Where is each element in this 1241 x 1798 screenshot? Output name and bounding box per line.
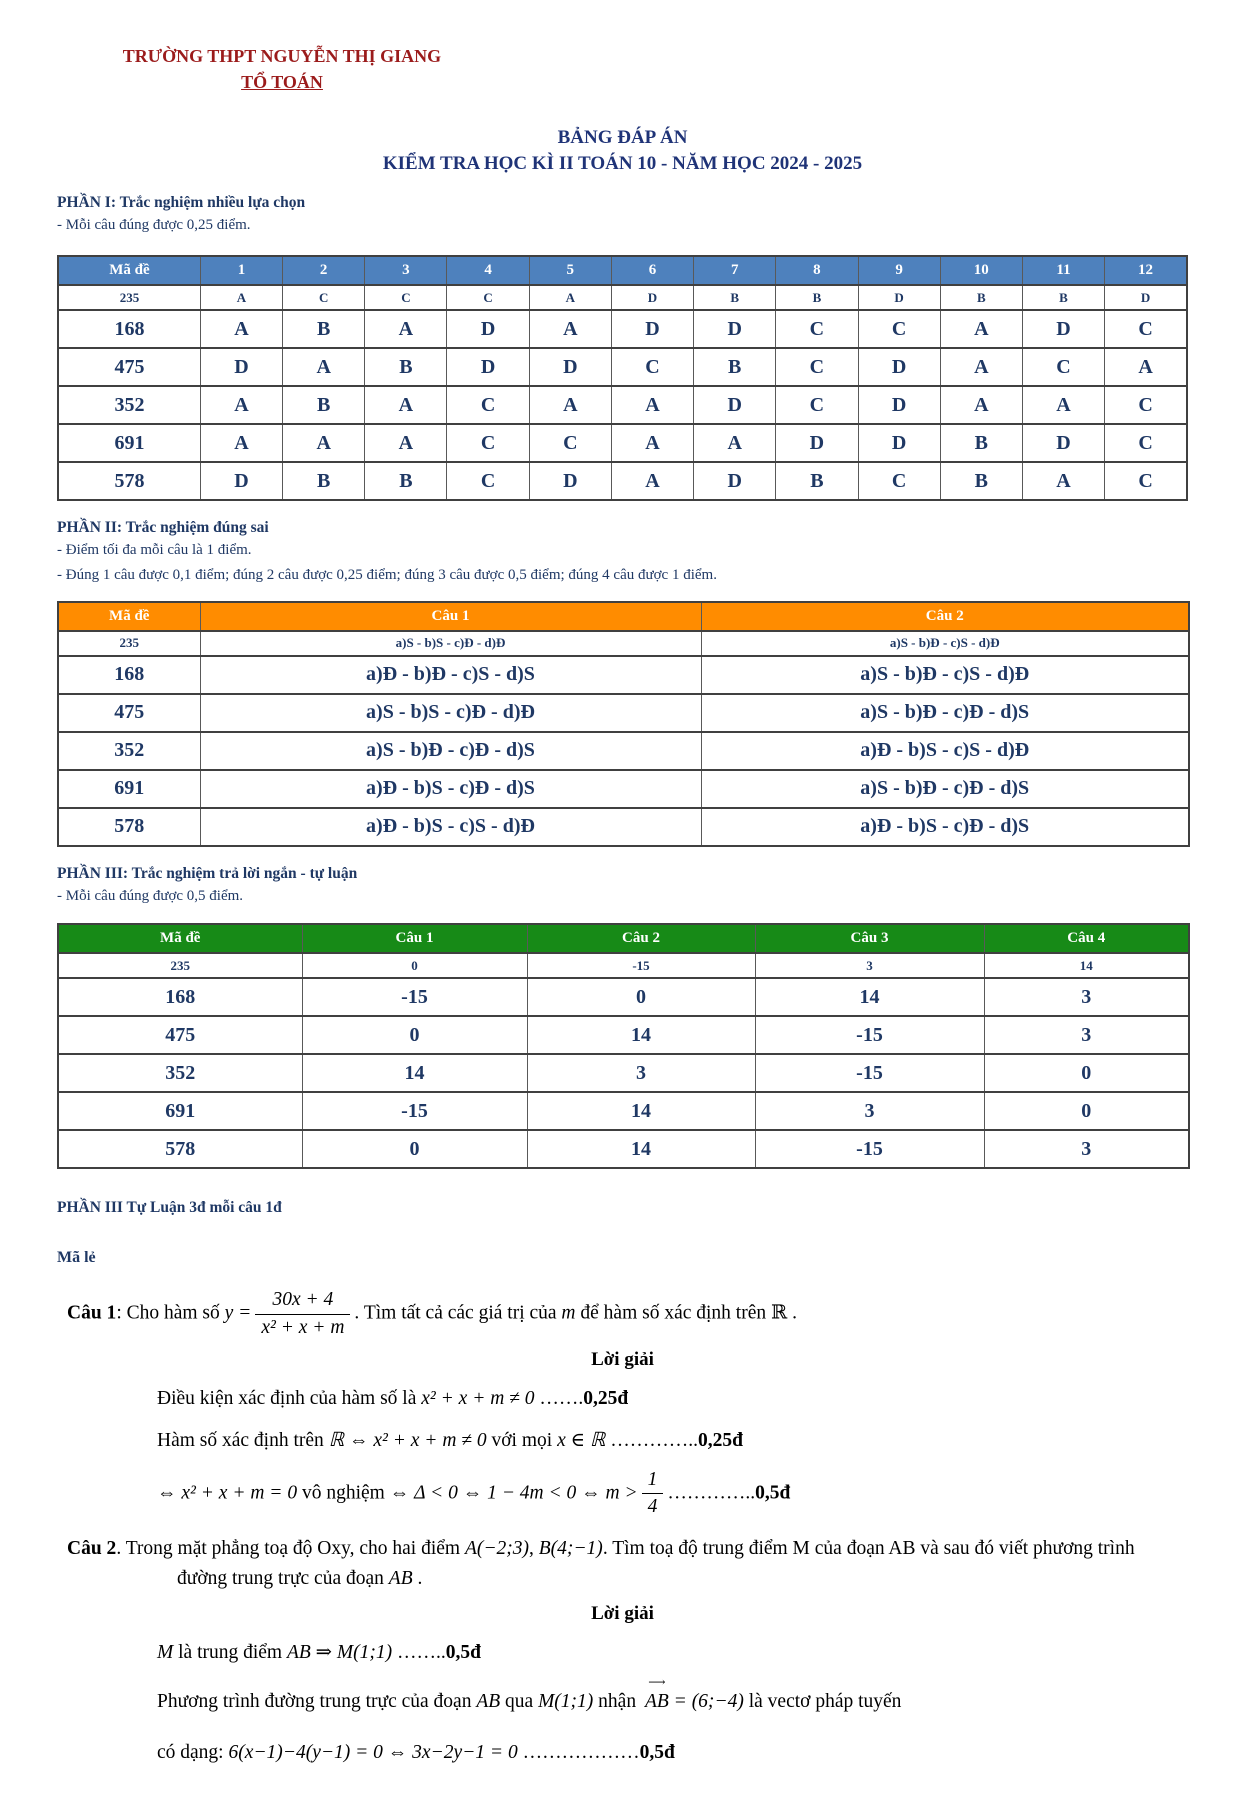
- math-expression: = (6;−4): [668, 1691, 744, 1713]
- exam-code-cell: 578: [58, 1130, 302, 1168]
- column-header: 11: [1022, 256, 1104, 285]
- table-row: [58, 953, 1189, 978]
- answer-cell: 14: [527, 1092, 755, 1130]
- math-expression: ⇔ x² + x + m = 0: [157, 1482, 298, 1504]
- answer-cell: 14: [984, 953, 1189, 978]
- department-name: TỔ TOÁN: [241, 72, 323, 92]
- score-value: 0,25đ: [583, 1388, 629, 1410]
- column-header: 6: [611, 256, 693, 285]
- answer-cell: C: [529, 424, 611, 462]
- answer-cell: 0: [302, 953, 527, 978]
- math-expression: 6(x−1)−4(y−1) = 0 ⇔ 3x−2y−1 = 0: [228, 1742, 518, 1764]
- answer-cell: C: [858, 310, 940, 348]
- answer-cell: A: [529, 310, 611, 348]
- answer-cell: 3: [755, 1092, 984, 1130]
- math-expression: y =: [224, 1302, 252, 1324]
- math-expression: A(−2;3): [464, 1538, 529, 1560]
- score-value: 0,5đ: [445, 1641, 481, 1663]
- table-row: [58, 1092, 1189, 1130]
- solution-text: Phương trình đường trung trực của đoạn: [157, 1691, 477, 1713]
- column-header: Câu 1: [302, 924, 527, 953]
- solution-line: [157, 1638, 1188, 1667]
- answer-cell: A: [1105, 348, 1187, 386]
- table-row: [58, 770, 1189, 808]
- answer-cell: A: [365, 310, 447, 348]
- answer-cell: -15: [527, 953, 755, 978]
- table-row: [58, 1130, 1189, 1168]
- solution-title: Lời giải: [591, 1602, 654, 1624]
- answer-cell: A: [529, 386, 611, 424]
- answer-cell: a)S - b)S - c)Đ - d)Đ: [200, 694, 701, 732]
- answer-cell: 3: [755, 953, 984, 978]
- answer-cell: A: [365, 424, 447, 462]
- column-header: Mã đề: [58, 602, 200, 631]
- math-expression: B(4;−1): [538, 1538, 603, 1560]
- answer-cell: a)Đ - b)S - c)S - d)Đ: [701, 732, 1189, 770]
- vector-ab: ⟶ AB: [645, 1687, 669, 1716]
- answer-cell: B: [940, 462, 1022, 500]
- column-header: 3: [365, 256, 447, 285]
- answer-cell: C: [776, 386, 858, 424]
- score-value: 0,5đ: [639, 1742, 675, 1764]
- answer-cell: B: [1022, 285, 1104, 310]
- answer-cell: A: [940, 310, 1022, 348]
- answer-cell: A: [200, 424, 282, 462]
- answer-cell: A: [940, 386, 1022, 424]
- math-expression: AB: [476, 1691, 501, 1713]
- answer-cell: D: [694, 386, 776, 424]
- exam-code-cell: 691: [58, 1092, 302, 1130]
- exam-code-cell: 691: [58, 424, 200, 462]
- table-row: [58, 285, 1187, 310]
- dots: …….: [534, 1388, 584, 1410]
- answer-cell: -15: [302, 978, 527, 1016]
- answer-cell: a)S - b)Đ - c)Đ - d)S: [200, 732, 701, 770]
- solution-text: vô nghiệm: [297, 1482, 390, 1504]
- exam-code-cell: 235: [58, 631, 200, 656]
- answer-cell: C: [365, 285, 447, 310]
- solution-title: Lời giải: [591, 1349, 654, 1371]
- answer-cell: D: [858, 285, 940, 310]
- table-row: [58, 656, 1189, 694]
- answer-cell: a)S - b)Đ - c)S - d)Đ: [701, 631, 1189, 656]
- answer-cell: D: [694, 310, 776, 348]
- essay-heading: PHẦN III Tự Luận 3đ mỗi câu 1đ: [57, 1199, 282, 1217]
- table-row: [58, 1054, 1189, 1092]
- answer-cell: 0: [984, 1092, 1189, 1130]
- answer-cell: a)S - b)Đ - c)Đ - d)S: [701, 770, 1189, 808]
- answer-cell: C: [283, 285, 365, 310]
- solution-text: nhận: [593, 1691, 641, 1713]
- part1-heading: PHẦN I: Trắc nghiệm nhiều lựa chọn: [57, 194, 306, 212]
- column-header: Mã đề: [58, 924, 302, 953]
- exam-code-cell: 235: [58, 953, 302, 978]
- column-header: 10: [940, 256, 1022, 285]
- answer-cell: D: [200, 348, 282, 386]
- exam-code-cell: 168: [58, 978, 302, 1016]
- table-row: [58, 310, 1187, 348]
- column-header: 12: [1105, 256, 1187, 285]
- table-row: [58, 732, 1189, 770]
- answer-cell: B: [694, 285, 776, 310]
- question-2-text: . Trong mặt phẳng toạ độ Oxy, cho hai điểm: [116, 1538, 465, 1560]
- column-header: 7: [694, 256, 776, 285]
- part3-note: - Mỗi câu đúng được 0,5 điểm.: [57, 887, 244, 904]
- answer-cell: A: [283, 424, 365, 462]
- answer-cell: B: [365, 348, 447, 386]
- document-title: [57, 125, 1188, 176]
- answer-cell: A: [529, 285, 611, 310]
- math-expression: x ∈ ℝ: [557, 1430, 606, 1452]
- question-2-label: Câu 2: [67, 1538, 117, 1560]
- answer-cell: D: [611, 285, 693, 310]
- solution-text: Hàm số xác định trên: [157, 1430, 329, 1452]
- answer-cell: 3: [984, 978, 1189, 1016]
- table-header-row: [58, 924, 1189, 953]
- part2-heading: PHẦN II: Trắc nghiệm đúng sai: [57, 519, 269, 537]
- part2-note-2: - Đúng 1 câu được 0,1 điểm; đúng 2 câu được 0,25 điểm; đúng 3 câu được 0,5 điểm; đúng 4 câu được 1 điểm.: [57, 566, 717, 583]
- answer-cell: D: [694, 462, 776, 500]
- math-expression: m: [561, 1302, 576, 1324]
- answer-cell: a)Đ - b)S - c)Đ - d)S: [701, 808, 1189, 846]
- answer-cell: a)S - b)Đ - c)Đ - d)S: [701, 694, 1189, 732]
- math-expression: ℝ ⇔ x² + x + m ≠ 0: [328, 1430, 487, 1452]
- fraction: [642, 1469, 664, 1519]
- exam-code-cell: 352: [58, 732, 200, 770]
- dots: …………..: [667, 1482, 756, 1504]
- column-header: Mã đề: [58, 256, 200, 285]
- solution-text: là vectơ pháp tuyến: [743, 1691, 902, 1713]
- exam-code-cell: 475: [58, 1016, 302, 1054]
- question-1-text: . Tìm tất cả các giá trị của: [354, 1302, 562, 1324]
- answer-cell: a)Đ - b)S - c)S - d)Đ: [200, 808, 701, 846]
- exam-code-cell: 168: [58, 656, 200, 694]
- answer-cell: B: [365, 462, 447, 500]
- fraction-numerator: 1: [642, 1469, 664, 1494]
- math-expression: AB: [388, 1567, 413, 1589]
- answer-cell: C: [447, 462, 529, 500]
- fraction-denominator: 4: [647, 1496, 658, 1518]
- question-1-text: .: [787, 1302, 797, 1324]
- school-header: [57, 46, 507, 93]
- answer-cell: D: [858, 348, 940, 386]
- answer-cell: 3: [527, 1054, 755, 1092]
- column-header: Câu 2: [701, 602, 1189, 631]
- math-expression: M(1;1): [538, 1691, 594, 1713]
- answer-cell: C: [1105, 424, 1187, 462]
- exam-code-cell: 691: [58, 770, 200, 808]
- part1-answer-table: [57, 255, 1188, 501]
- school-name: TRƯỜNG THPT NGUYỄN THỊ GIANG: [122, 46, 442, 66]
- answer-cell: 14: [527, 1016, 755, 1054]
- dots: ……..: [392, 1641, 446, 1663]
- math-expression: ⇔ Δ < 0 ⇔ 1 − 4m < 0 ⇔ m >: [389, 1482, 638, 1504]
- answer-cell: A: [200, 310, 282, 348]
- answer-cell: 14: [755, 978, 984, 1016]
- solution-line: [157, 1469, 1188, 1519]
- solution-line: [157, 1384, 1188, 1413]
- answer-cell: A: [283, 348, 365, 386]
- column-header: 4: [447, 256, 529, 285]
- answer-cell: 3: [984, 1016, 1189, 1054]
- answer-cell: a)S - b)S - c)Đ - d)Đ: [200, 631, 701, 656]
- answer-cell: A: [200, 386, 282, 424]
- math-expression: AB ⇒ M(1;1): [286, 1641, 393, 1663]
- answer-cell: A: [611, 462, 693, 500]
- table-row: [58, 1016, 1189, 1054]
- answer-cell: 0: [527, 978, 755, 1016]
- answer-cell: 14: [302, 1054, 527, 1092]
- answer-cell: 0: [984, 1054, 1189, 1092]
- math-expression: M: [157, 1641, 174, 1663]
- table-row: [58, 462, 1187, 500]
- question-1-text: để hàm số xác định trên: [575, 1302, 772, 1324]
- exam-code-cell: 168: [58, 310, 200, 348]
- answer-cell: C: [447, 386, 529, 424]
- column-header: Câu 2: [527, 924, 755, 953]
- answer-cell: A: [611, 386, 693, 424]
- answer-cell: C: [447, 424, 529, 462]
- column-header: 5: [529, 256, 611, 285]
- answer-cell: D: [447, 310, 529, 348]
- answer-cell: -15: [755, 1130, 984, 1168]
- answer-cell: A: [200, 285, 282, 310]
- answer-cell: A: [365, 386, 447, 424]
- answer-cell: D: [858, 424, 940, 462]
- answer-cell: 0: [302, 1130, 527, 1168]
- column-header: Câu 4: [984, 924, 1189, 953]
- answer-cell: A: [611, 424, 693, 462]
- answer-cell: B: [940, 285, 1022, 310]
- column-header: 8: [776, 256, 858, 285]
- score-value: 0,5đ: [755, 1482, 791, 1504]
- answer-cell: C: [1105, 310, 1187, 348]
- part2-answer-table: [57, 601, 1190, 847]
- answer-cell: D: [1022, 424, 1104, 462]
- answer-cell: B: [283, 462, 365, 500]
- score-value: 0,25đ: [698, 1430, 743, 1452]
- question-2-text: .: [412, 1567, 423, 1589]
- answer-cell: C: [776, 310, 858, 348]
- answer-cell: 0: [302, 1016, 527, 1054]
- column-header: Câu 3: [755, 924, 984, 953]
- table-row: [58, 694, 1189, 732]
- exam-code-cell: 578: [58, 808, 200, 846]
- answer-cell: D: [447, 348, 529, 386]
- column-header: 2: [283, 256, 365, 285]
- exam-code-cell: 578: [58, 462, 200, 500]
- answer-cell: -15: [302, 1092, 527, 1130]
- answer-cell: C: [1022, 348, 1104, 386]
- answer-cell: a)S - b)Đ - c)S - d)Đ: [701, 656, 1189, 694]
- question-1-text: : Cho hàm số: [116, 1302, 225, 1324]
- question-2: [67, 1534, 1188, 1593]
- answer-cell: B: [776, 285, 858, 310]
- answer-cell: 3: [984, 1130, 1189, 1168]
- fraction: [255, 1289, 350, 1339]
- answer-cell: C: [611, 348, 693, 386]
- answer-cell: C: [858, 462, 940, 500]
- question-2-text: ,: [529, 1538, 539, 1560]
- dots: ………………: [517, 1742, 640, 1764]
- part1-note: - Mỗi câu đúng được 0,25 điểm.: [57, 217, 251, 234]
- dots: …………..: [605, 1430, 698, 1452]
- column-header: 9: [858, 256, 940, 285]
- answer-cell: A: [940, 348, 1022, 386]
- answer-cell: D: [776, 424, 858, 462]
- solution-text: Điều kiện xác định của hàm số là: [157, 1388, 422, 1410]
- answer-cell: D: [529, 462, 611, 500]
- table-header-row: [58, 602, 1189, 631]
- answer-cell: B: [776, 462, 858, 500]
- table-header-row: [58, 256, 1187, 285]
- solution-text: qua: [500, 1691, 539, 1713]
- answer-cell: D: [529, 348, 611, 386]
- part3-answer-table: [57, 923, 1190, 1169]
- answer-cell: -15: [755, 1054, 984, 1092]
- column-header: Câu 1: [200, 602, 701, 631]
- answer-cell: D: [611, 310, 693, 348]
- title-line-2: KIỂM TRA HỌC KÌ II TOÁN 10 - NĂM HỌC 2024 - 2025: [382, 152, 863, 174]
- math-expression: ℝ: [771, 1302, 788, 1324]
- question-1: [67, 1289, 1188, 1339]
- answer-cell: A: [694, 424, 776, 462]
- answer-cell: a)Đ - b)S - c)Đ - d)S: [200, 770, 701, 808]
- solution-line: [157, 1738, 1188, 1767]
- solution-text: với mọi: [486, 1430, 558, 1452]
- exam-code-cell: 352: [58, 1054, 302, 1092]
- table-row: [58, 978, 1189, 1016]
- solution-line: [157, 1687, 1188, 1716]
- table-row: [58, 348, 1187, 386]
- answer-cell: D: [1022, 310, 1104, 348]
- fraction-denominator: x² + x + m: [261, 1316, 345, 1338]
- table-row: [58, 424, 1187, 462]
- part3-heading: PHẦN III: Trắc nghiệm trả lời ngắn - tự luận: [57, 864, 358, 882]
- part2-note-1: - Điểm tối đa mỗi câu là 1 điểm.: [57, 542, 252, 559]
- answer-cell: 14: [527, 1130, 755, 1168]
- solution-text: là trung điểm: [173, 1641, 287, 1663]
- answer-cell: B: [283, 386, 365, 424]
- answer-cell: D: [200, 462, 282, 500]
- exam-code-cell: 475: [58, 694, 200, 732]
- exam-code-cell: 352: [58, 386, 200, 424]
- solution-line: [157, 1426, 1188, 1455]
- answer-cell: A: [1022, 462, 1104, 500]
- answer-cell: C: [447, 285, 529, 310]
- title-line-1: BẢNG ĐÁP ÁN: [557, 127, 688, 148]
- answer-cell: C: [776, 348, 858, 386]
- exam-code-cell: 235: [58, 285, 200, 310]
- exam-code-group-label: Mã lẻ: [57, 1249, 96, 1267]
- answer-cell: D: [1105, 285, 1187, 310]
- question-2-text: . Tìm toạ độ trung điểm M của đoạn AB và sau đó viết phương trình đường trung trực của đoạn: [177, 1538, 1135, 1589]
- answer-cell: B: [940, 424, 1022, 462]
- solution-text: có dạng:: [157, 1742, 229, 1764]
- answer-cell: -15: [755, 1016, 984, 1054]
- table-row: [58, 808, 1189, 846]
- question-1-label: Câu 1: [67, 1302, 117, 1324]
- math-expression: x² + x + m ≠ 0: [421, 1388, 535, 1410]
- answer-cell: C: [1105, 386, 1187, 424]
- answer-cell: B: [694, 348, 776, 386]
- answer-cell: A: [1022, 386, 1104, 424]
- answer-cell: C: [1105, 462, 1187, 500]
- answer-cell: B: [283, 310, 365, 348]
- answer-cell: a)Đ - b)Đ - c)S - d)S: [200, 656, 701, 694]
- table-row: [58, 386, 1187, 424]
- exam-code-cell: 475: [58, 348, 200, 386]
- answer-cell: D: [858, 386, 940, 424]
- column-header: 1: [200, 256, 282, 285]
- fraction-numerator: 30x + 4: [255, 1289, 350, 1314]
- table-row: [58, 631, 1189, 656]
